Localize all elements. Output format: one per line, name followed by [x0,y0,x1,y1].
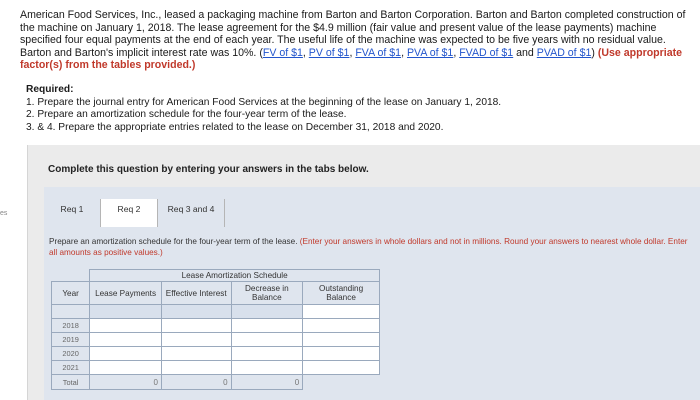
effective-interest-input[interactable] [161,361,231,375]
total-lease-payments: 0 [90,375,162,390]
caption-spacer [52,270,90,282]
total-decrease-in-balance: 0 [231,375,303,390]
table-row [52,333,380,347]
outstanding-balance-input[interactable] [303,319,380,333]
effective-interest-input[interactable] [161,347,231,361]
required-section [26,84,676,134]
row-year: 2018 [52,319,90,333]
link-pv[interactable]: PV of $1 [308,46,350,59]
required-item-1: 1. Prepare the journal entry for American Food Services at the beginning of the lease on January 1, 2018. [26,96,502,108]
tab-req-2[interactable]: Req 2 [101,199,158,227]
col-header-effective-interest: Effective Interest [161,282,231,305]
link-fva[interactable]: FVA of $1 [355,46,402,59]
tab-bar [44,199,225,227]
col-header-decrease-in-balance: Decrease in Balance [231,282,303,305]
outstanding-balance-input[interactable] [303,361,380,375]
decrease-balance-input[interactable] [231,347,303,361]
prompt-text: Prepare an amortization schedule for the four-year term of the lease. [49,237,298,246]
and-word: and [516,46,534,59]
table-row [52,319,380,333]
row-year-blank [52,305,90,319]
left-edge-text: es [0,210,8,217]
lease-payment-input[interactable] [90,305,162,319]
panel-instruction: Complete this question by entering your answers in the tabs below. [48,164,369,175]
amortization-schedule-table [51,269,380,390]
problem-intro: American Food Services, Inc., leased a packaging machine from Barton and Barton Corporation. Barton and Barton completed construction of the machine on January 1, 2018. The lease agreement for the $4.9 million (fair value and present value of the lease payments) machine specified four equal payments at the end of each year. The useful life of the machine was expected to be five years with no residual value. Barton and Barton's implicit interest rate was 10%. (FV of $1, PV of $1, FVA of $1, PVA of $1, FVAD of $1 and PVAD of $1) (Use appropriate factor(s) from the tables provided.) [20,9,686,72]
link-fv[interactable]: FV of $1 [262,46,303,59]
decrease-balance-input[interactable] [231,333,303,347]
lease-payment-input[interactable] [90,347,162,361]
tab-content-area [44,187,700,400]
total-effective-interest: 0 [161,375,231,390]
total-empty-cell [303,375,380,390]
prompt-instructions: (Enter your answers in whole dollars and not in millions. Round your answers to nearest whole dollar. Enter all amounts as positive values.) [49,237,688,257]
total-label: Total [52,375,90,390]
effective-interest-input[interactable] [161,333,231,347]
col-header-outstanding-balance: Outstanding Balance [303,282,380,305]
table-row [52,305,380,319]
row-year: 2020 [52,347,90,361]
effective-interest-input[interactable] [161,319,231,333]
tab-req-3-and-4[interactable]: Req 3 and 4 [158,199,225,227]
total-row [52,375,380,390]
effective-interest-input[interactable] [161,305,231,319]
link-pvad[interactable]: PVAD of $1 [536,46,592,59]
decrease-balance-input[interactable] [231,305,303,319]
intro-text: American Food Services, Inc., leased a packaging machine from Barton and Barton Corporation. Barton and Barton completed construction of the machine on January 1, 2018. The lease agreement for the $4.9 million (fair value and present value of the lease payments) machine specified four equal payments at the end of each year. The useful life of the machine was expected to be five years with no residual value. Barton and Barton's implicit interest rate was 10%. [20,9,686,59]
lease-payment-input[interactable] [90,333,162,347]
outstanding-balance-input[interactable] [303,305,380,319]
link-fvad[interactable]: FVAD of $1 [459,46,514,59]
col-header-lease-payments: Lease Payments [90,282,162,305]
factor-note: (Use appropriate factor(s) from the tables provided.) [20,46,683,72]
col-header-year: Year [52,282,90,305]
table-row [52,361,380,375]
required-item-3: 3. & 4. Prepare the appropriate entries related to the lease on December 31, 2018 and 2020. [26,121,444,133]
link-pva[interactable]: PVA of $1 [406,46,454,59]
tab-req-1[interactable]: Req 1 [44,199,101,227]
required-heading: Required: [26,84,74,95]
row-year: 2019 [52,333,90,347]
decrease-balance-input[interactable] [231,319,303,333]
outstanding-balance-input[interactable] [303,333,380,347]
decrease-balance-input[interactable] [231,361,303,375]
schedule-caption: Lease Amortization Schedule [90,270,380,282]
required-item-2: 2. Prepare an amortization schedule for the four-year term of the lease. [26,109,347,120]
lease-payment-input[interactable] [90,319,162,333]
row-year: 2021 [52,361,90,375]
tab-prompt [49,237,689,258]
outstanding-balance-input[interactable] [303,347,380,361]
lease-payment-input[interactable] [90,361,162,375]
table-row [52,347,380,361]
question-panel [27,145,700,400]
